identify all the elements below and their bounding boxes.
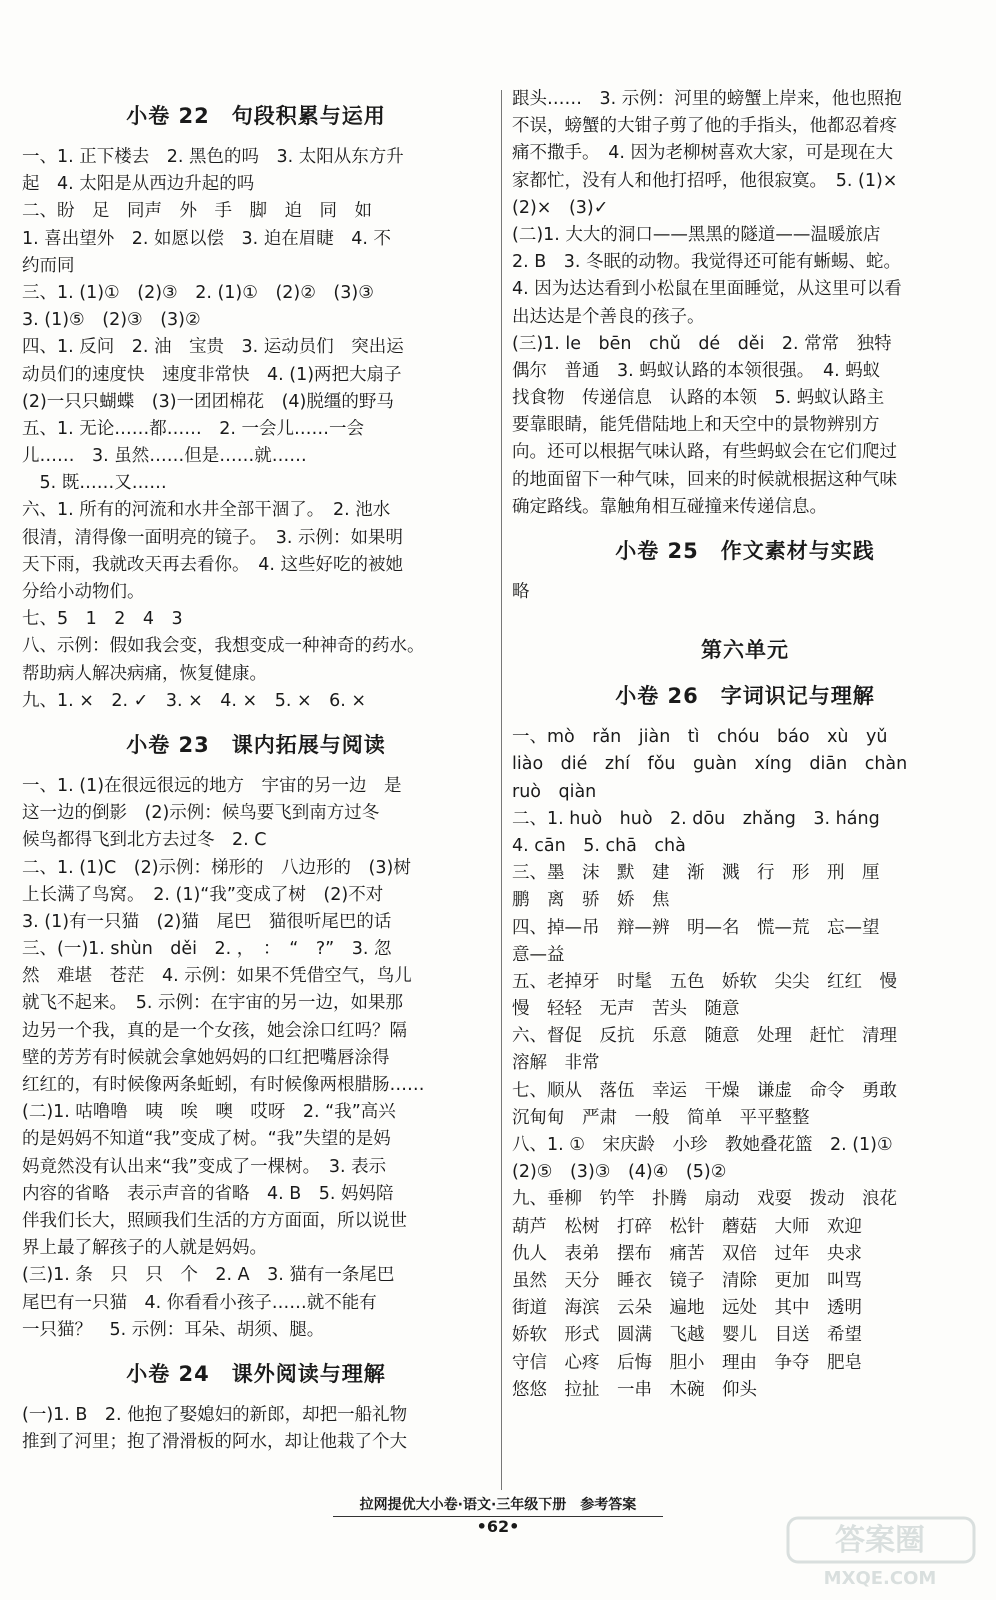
- answer-line: 约而同: [22, 255, 75, 276]
- answer-line: 六、1. 所有的河流和水井全部干涸了。 2. 池水: [22, 500, 391, 521]
- answer-line: 确定路线。靠触角相互碰撞来传递信息。: [512, 496, 827, 517]
- section-body-24: [22, 1402, 490, 1456]
- answer-line: 三、(一)1. shùn děi 2. ， ： “ ?” 3. 忽: [22, 939, 392, 960]
- column-divider: [501, 90, 502, 1490]
- answer-line: 尾巴有一只猫 4. 你看看小孩子……就不能有: [22, 1292, 377, 1313]
- answer-line: 不误，螃蟹的大钳子剪了他的手指头，他都忍着疼: [512, 116, 897, 137]
- answer-line: 五、老掉牙 时髦 五色 娇软 尖尖 红红 慢: [512, 971, 897, 992]
- answer-line: 九、垂柳 钓竿 扑腾 扇动 戏耍 拨动 浪花: [512, 1189, 897, 1210]
- page-number: •62•: [476, 1517, 520, 1536]
- answer-line: 起 4. 太阳是从西边升起的吗: [22, 174, 255, 195]
- answer-line: 慢 轻轻 无声 苦头 随意: [512, 999, 740, 1020]
- answer-line: 六、督促 反抗 乐意 随意 处理 赶忙 清理: [512, 1026, 897, 1047]
- answer-line: 七、5 1 2 4 3: [22, 609, 183, 630]
- answer-line: 守信 心疼 后悔 胆小 理由 争夺 肥皂: [512, 1352, 862, 1373]
- answer-line: 溶解 非常: [512, 1053, 600, 1074]
- answer-line: 要靠眼睛，能凭借陆地上和天空中的景物辨别方: [512, 415, 880, 436]
- answer-line: 七、顺从 落伍 幸运 干燥 谦虚 命令 勇敢: [512, 1080, 897, 1101]
- answer-line: 边另一个我，真的是一个女孩，她会涂口红吗？隔: [22, 1020, 407, 1041]
- answer-line: 向。还可以根据气味认路，有些蚂蚁会在它们爬过: [512, 442, 897, 463]
- answer-line: 跟头…… 3. 示例：河里的螃蟹上岸来，他也照抱: [512, 89, 902, 109]
- section-body-24-continued: [512, 86, 978, 521]
- right-column: [512, 86, 978, 1404]
- answer-line: 1. 喜出望外 2. 如愿以偿 3. 迫在眉睫 4. 不: [22, 228, 392, 249]
- answer-line: 然 难堪 苍茫 4. 示例：如果不凭借空气，鸟儿: [22, 966, 412, 987]
- answer-line: 街道 海滨 云朵 遍地 远处 其中 透明: [512, 1298, 862, 1319]
- answer-line: 内容的省略 表示声音的省略 4. B 5. 妈妈陪: [22, 1183, 394, 1204]
- answer-line: 动员们的速度快 速度非常快 4. (1)两把大扇子: [22, 364, 402, 385]
- section-title-22: 小卷 22 句段积累与运用: [126, 104, 386, 128]
- answer-line: 壁的芳芳有时候就会拿她妈妈的口红把嘴唇涂得: [22, 1047, 390, 1068]
- answer-line: 就飞不起来。 5. 示例：在宇宙的另一边，如果那: [22, 993, 404, 1014]
- answer-line: 八、示例：假如我会变，我想变成一种神奇的药水。: [22, 636, 425, 657]
- unit-title: 第六单元: [701, 638, 789, 663]
- answer-line: 很清，清得像一面明亮的镜子。 3. 示例：如果明: [22, 527, 404, 548]
- answer-line: 三、1. (1)① (2)③ 2. (1)① (2)② (3)③: [22, 282, 374, 303]
- answer-line: 虽然 天分 睡衣 镜子 清除 更加 叫骂: [512, 1270, 862, 1291]
- answer-line: (2)一只只蝴蝶 (3)一团团棉花 (4)脱缰的野马: [22, 391, 394, 412]
- answer-line: 一、1. 正下楼去 2. 黑色的吗 3. 太阳从东方升: [22, 147, 404, 167]
- answer-line: 红红的，有时候像两条蚯蚓，有时候像两根腊肠……: [22, 1075, 425, 1095]
- answer-line: 葫芦 松树 打碎 松针 蘑菇 大师 欢迎: [512, 1216, 862, 1237]
- answer-line: 二、盼 足 同声 外 手 脚 迫 同 如: [22, 201, 372, 222]
- answer-line: 一、1. (1)在很远很远的地方 宇宙的另一边 是: [22, 775, 402, 796]
- section-body-23: [22, 773, 490, 1344]
- answer-line: 沉甸甸 严肃 一般 简单 平平整整: [512, 1107, 810, 1128]
- answer-line: 的是妈妈不知道“我”变成了树。“我”失望的是妈: [22, 1129, 391, 1150]
- answer-line: 略: [512, 582, 530, 602]
- answer-line: 娇软 形式 圆满 飞越 婴儿 目送 希望: [512, 1325, 862, 1346]
- watermark-text: 答案圈: [835, 1523, 925, 1558]
- answer-line: 家都忙，没有人和他打招呼，他很寂寞。 5. (1)×: [512, 170, 898, 191]
- answer-line: 帮助病人解决病痛，恢复健康。: [22, 663, 267, 684]
- answer-line: 伴我们长大，照顾我们生活的方方面面，所以说世: [22, 1210, 407, 1231]
- answer-line: 一只猫？ 5. 示例：耳朵、胡须、腿。: [22, 1319, 325, 1340]
- answer-line: 4. 因为达达看到小松鼠在里面睡觉，从这里可以看: [512, 279, 902, 300]
- answer-line: 4. cān 5. chā chà: [512, 835, 686, 856]
- answer-line: 九、1. × 2. ✓ 3. × 4. × 5. × 6. ×: [22, 690, 367, 711]
- answer-line: (二)1. 咕噜噜 咦 唉 噢 哎呀 2. “我”高兴: [22, 1102, 396, 1123]
- section-title-23: 小卷 23 课内拓展与阅读: [126, 732, 386, 757]
- answer-line: 出达达是个善良的孩子。: [512, 306, 705, 327]
- answer-line: 3. (1)有一只猫 (2)猫 尾巴 猫很听尾巴的话: [22, 911, 392, 932]
- section-body-25: [512, 579, 978, 606]
- answer-line: 界上最了解孩子的人就是妈妈。: [22, 1238, 267, 1259]
- answer-line: 八、1. ① 宋庆龄 小珍 教她叠花篮 2. (1)①: [512, 1135, 893, 1155]
- section-title-26: 小卷 26 字词识记与理解: [615, 684, 875, 709]
- footer-text: 拉网提优大小卷·语文·三年级下册 参考答案: [333, 1494, 663, 1517]
- answer-line: (三)1. le bēn chǔ dé děi 2. 常常 独特: [512, 333, 892, 354]
- answer-line: 一、mò rǎn jiàn tì chóu báo xù yǔ: [512, 727, 888, 748]
- section-title-25: 小卷 25 作文素材与实践: [615, 539, 875, 563]
- answer-line: 妈竟然没有认出来“我”变成了一棵树。 3. 表示: [22, 1156, 387, 1177]
- answer-line: 3. (1)⑤ (2)③ (3)②: [22, 310, 201, 331]
- section-title-24: 小卷 24 课外阅读与理解: [126, 1361, 386, 1386]
- answer-line: 找食物 传递信息 认路的本领 5. 蚂蚁认路主: [512, 388, 885, 409]
- answer-line: 四、掉—吊 辩—辨 明—名 慌—荒 忘—望: [512, 917, 880, 938]
- answer-line: 二、1. (1)C (2)示例：梯形的 八边形的 (3)树: [22, 857, 411, 878]
- answer-line: 仇人 表弟 摆布 痛苦 双倍 过年 央求: [512, 1243, 862, 1264]
- answer-line: 儿…… 3. 虽然……但是……就……: [22, 446, 307, 467]
- answer-line: liào dié zhí fǒu guàn xíng diān chàn: [512, 754, 908, 775]
- answer-line: ruò qiàn: [512, 781, 597, 802]
- answer-line: 悠悠 拉扯 一串 木碗 仰头: [512, 1379, 757, 1400]
- answer-line: 上长满了鸟窝。 2. (1)“我”变成了树 (2)不对: [22, 884, 384, 905]
- answer-line: 鹏 离 骄 娇 焦: [512, 890, 670, 911]
- answer-line: 候鸟都得飞到北方去过冬 2. C: [22, 830, 267, 851]
- answer-line: 天下雨，我就改天再去看你。 4. 这些好吃的被她: [22, 554, 404, 575]
- answer-line: (二)1. 大大的洞口——黑黑的隧道——温暖旅店: [512, 224, 881, 245]
- section-body-22: [22, 144, 490, 715]
- answer-line: 2. B 3. 冬眠的动物。我觉得还可能有蜥蜴、蛇。: [512, 252, 902, 273]
- answer-line: 的地面留下一种气味，回来的时候就根据这种气味: [512, 469, 897, 490]
- left-column: [22, 86, 490, 1456]
- answer-line: (一)1. B 2. 他抱了娶媳妇的新郎，却把一船礼物: [22, 1404, 408, 1425]
- answer-line: 四、1. 反问 2. 油 宝贵 3. 运动员们 突出运: [22, 337, 404, 358]
- answer-line: 偶尔 普通 3. 蚂蚁认路的本领很强。 4. 蚂蚁: [512, 360, 881, 381]
- answer-line: 二、1. huò huò 2. dōu zhǎng 3. háng: [512, 808, 880, 829]
- watermark-logo: [780, 1512, 980, 1592]
- answer-line: 意—益: [512, 944, 565, 965]
- answer-line: 三、墨 沫 默 建 渐 溅 行 形 刑 厘: [512, 863, 880, 884]
- section-body-26: [512, 724, 978, 1404]
- watermark-url: MXQE.COM: [823, 1568, 937, 1589]
- answer-line: (2)× (3)✓: [512, 197, 609, 218]
- answer-line: 这一边的倒影 (2)示例：候鸟要飞到南方过冬: [22, 803, 380, 824]
- answer-line: 五、1. 无论……都…… 2. 一会儿……一会: [22, 418, 365, 439]
- answer-line: (2)⑤ (3)③ (4)④ (5)②: [512, 1162, 727, 1183]
- answer-line: 分给小动物们。: [22, 582, 145, 602]
- answer-line: (三)1. 条 只 只 个 2. A 3. 猫有一条尾巴: [22, 1265, 395, 1286]
- answer-line: 5. 既……又……: [22, 473, 167, 494]
- answer-line: 痛不撒手。 4. 因为老柳树喜欢大家，可是现在大: [512, 143, 894, 164]
- answer-line: 推到了河里；抱了滑滑板的阿水，却让他栽了个大: [22, 1432, 407, 1453]
